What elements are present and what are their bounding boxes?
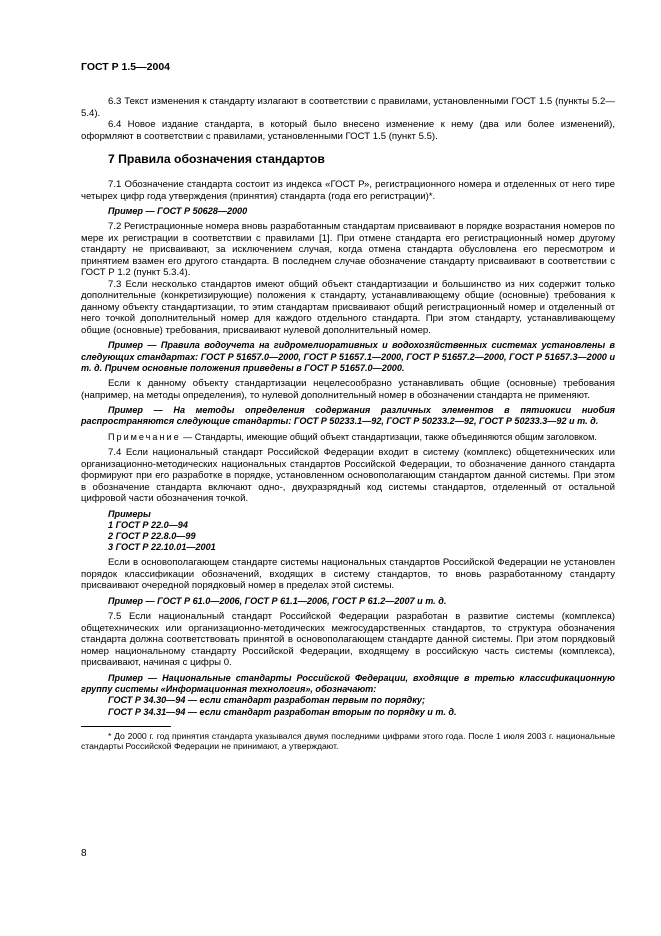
- paragraph-6-3: 6.3 Текст изменения к стандарту излагают в соответствии с правилами, установленными ГОСТ 1.5 (пункты 5.2—5.4).: [81, 96, 615, 119]
- paragraph-7-5: 7.5 Если национальный стандарт Российской Федерации разработан в развитие системы (комплекса) общетехнических или организационно-методических межгосударственных стандартов, то структура обозначения стандарта должна соответствовать принятой в основополагающем стандарте данной системы. При этом порядковый номер национальному стандарту Российской Федерации, входящему в российскую часть системы (комплекса), присваивают, начиная с цифры 0.: [81, 611, 615, 669]
- paragraph-7-3b: Если к данному объекту стандартизации нецелесообразно устанавливать общие (основные) требования (например, на методы определения), то нулевой дополнительный номер в обозначении стандарта не применяют.: [81, 378, 615, 401]
- example-7-1: Пример — ГОСТ Р 50628—2000: [108, 206, 248, 216]
- paragraph-7-4b: Если в основополагающем стандарте системы национальных стандартов Российской Федерации не установлен порядок классификации обозначений, входящих в систему стандартов, то вновь разработанному стандарту присваивают очередной порядковый номер в пределах этой системы.: [81, 557, 615, 592]
- example-item: 1 ГОСТ Р 22.0—94: [108, 519, 188, 530]
- example-7-5: Пример — Национальные стандарты Российской Федерации, входящие в третью классификационную группу системы «Информационная технология», обозначают:: [81, 672, 615, 694]
- example-7-5-line: ГОСТ Р 34.31—94 — если стандарт разработан вторым по порядку и т. д.: [108, 706, 457, 717]
- paragraph-7-4: 7.4 Если национальный стандарт Российской Федерации входит в систему (комплекс) общетехнических или организационно-методических национальных стандартов Российской Федерации, то обозначение данного стандарта формируют при его разработке в порядке, установленном основополагающим стандартом данной системы. При этом в обозначение стандарта включают одно-, двухразрядный код системы стандартов, отделенный от остальной цифровой части обозначения точкой.: [81, 447, 615, 505]
- page-number: 8: [81, 848, 87, 859]
- example-7-4b: Пример — ГОСТ Р 61.0—2006, ГОСТ Р 61.1—2006, ГОСТ Р 61.2—2007 и т. д.: [108, 595, 447, 606]
- note-label: Примечание: [108, 431, 181, 442]
- section-heading: 7 Правила обозначения стандартов: [108, 152, 325, 166]
- paragraph-6-4: 6.4 Новое издание стандарта, в который было внесено изменение к нему (два или более изменений), оформляют в соответствии с правилами, установленными ГОСТ 1.5 (пункт 5.5).: [81, 119, 615, 142]
- document-body: [81, 96, 615, 752]
- example-7-5-line: ГОСТ Р 34.30—94 — если стандарт разработан первым по порядку;: [108, 695, 426, 706]
- note: [81, 432, 615, 443]
- paragraph-7-3: 7.3 Если несколько стандартов имеют общий объект стандартизации и большинство из них содержит только дополнительные (конкретизирующие) положения к стандарту, устанавливающему общие (основные) требования к данному объекту стандартизации, то этим стандартам присваивают общий регистрационный номер и отделенный от него точкой дополнительный номер для каждого отдельного стандарта. При этом стандарту, устанавливающему общие (основные) требования, присваивают нулевой дополнительный номер.: [81, 278, 615, 336]
- paragraph-7-1: 7.1 Обозначение стандарта состоит из индекса «ГОСТ Р», регистрационного номера и отделенных от него тире четырех цифр года утверждения (принятия) стандарта (года его регистрации)*.: [81, 179, 615, 202]
- note-text: — Стандарты, имеющие общий объект стандартизации, также объединяются общим заголовком.: [180, 431, 597, 442]
- footnote-divider: [81, 726, 171, 727]
- footnote: * До 2000 г. год принятия стандарта указывался двумя последними цифрами этого года. После 1 июля 2003 г. национальные стандарты Российской Федерации не принимают, а утверждают.: [81, 730, 615, 752]
- paragraph-7-2: 7.2 Регистрационные номера вновь разработанным стандартам присваивают в порядке возрастания номеров по мере их регистрации в соответствии с правилами [1]. При отмене стандарта его регистрационный номер другому стандарту не присваивают, за исключением случая, когда отмена стандарта обусловлена его пересмотром и принятием взамен его другого стандарта. В последнем случае обозначение стандарту присваивают в соответствии с ГОСТ Р 1.2 (пункт 5.3.4).: [81, 221, 615, 279]
- example-7-3b: Пример — На методы определения содержания различных элементов в пятиокиси ниобия распространяются следующие стандарты: ГОСТ Р 50233.1—92, ГОСТ Р 50233.2—92, ГОСТ Р 50233.3—92 и т. д.: [81, 405, 615, 427]
- example-item: 2 ГОСТ Р 22.8.0—99: [108, 530, 196, 541]
- examples-label: Примеры: [108, 508, 151, 519]
- examples-list: [108, 509, 615, 554]
- page-header: ГОСТ Р 1.5—2004: [81, 61, 171, 73]
- example-item: 3 ГОСТ Р 22.10.01—2001: [108, 542, 216, 553]
- example-7-3: Пример — Правила водоучета на гидромелиоративных и водохозяйственных системах установлены в следующих стандартах: ГОСТ Р 51657.0—2000, ГОСТ Р 51657.1—2000, ГОСТ Р 51657.2—2000, ГОСТ Р 51657.3—2000 и т. д. Причем основные положения приведены в ГОСТ Р 51657.0—2000.: [81, 340, 615, 373]
